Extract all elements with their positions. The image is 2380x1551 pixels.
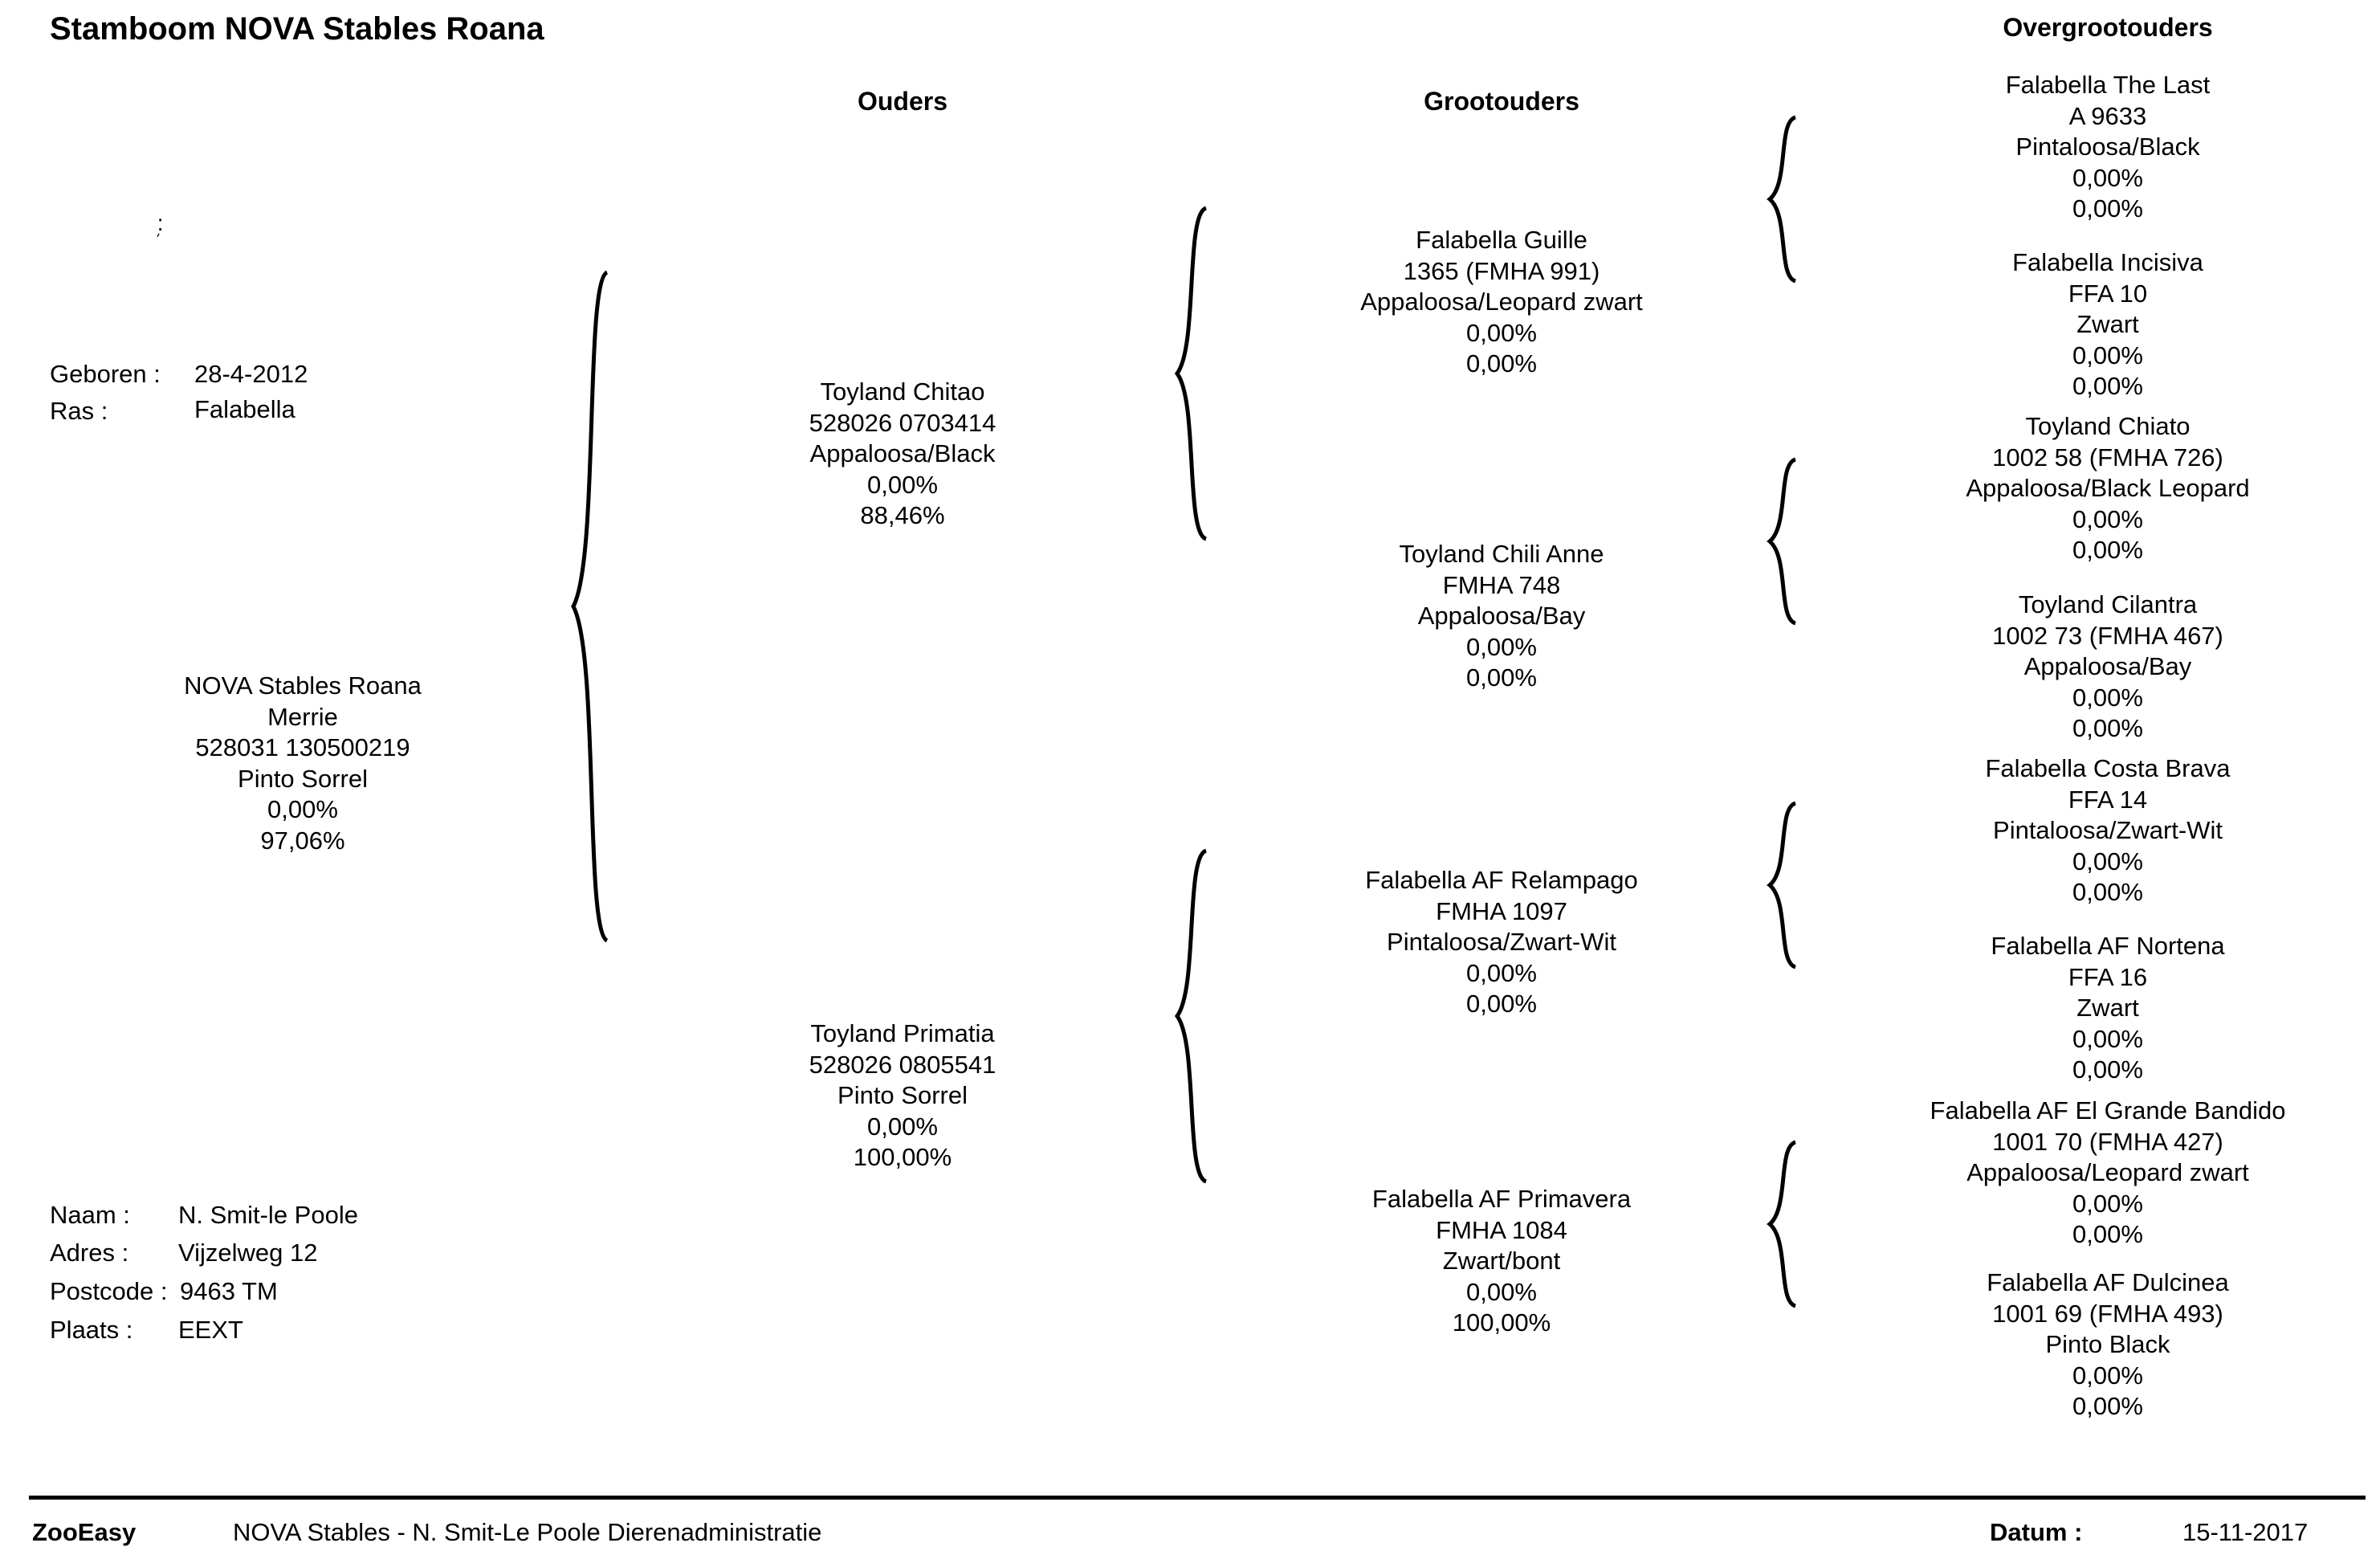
subject-animal (22, 671, 584, 856)
footer-brand: ZooEasy (32, 1518, 137, 1546)
grandparent-registration: 1365 (FMHA 991) (1403, 256, 1600, 285)
great-grandparent-8 (1827, 1267, 2380, 1422)
great-grandparent-5 (1827, 753, 2380, 908)
grandparent-percent-b: 0,00% (1466, 663, 1537, 692)
brace-gp2 (1767, 456, 1799, 627)
great-grandparent-percent-b: 0,00% (2072, 536, 2143, 564)
brace-sire (1174, 205, 1209, 542)
footer-date-label: Datum : (1990, 1518, 2083, 1546)
great-grandparent-percent-a: 0,00% (2072, 163, 2143, 192)
great-grandparent-name: Falabella AF Nortena (1991, 932, 2225, 960)
header-grootouders: Grootouders (1424, 87, 1579, 116)
parent-percent-b: 88,46% (860, 501, 945, 529)
grandparent-percent-a: 0,00% (1466, 632, 1537, 661)
grandparent-color: Appaloosa/Bay (1417, 602, 1586, 630)
parent-sire (621, 377, 1184, 532)
great-grandparent-registration: FFA 14 (2068, 785, 2148, 814)
header-overgrootouders: Overgrootouders (2003, 13, 2213, 42)
footer-date-value: 15-11-2017 (2182, 1518, 2309, 1546)
born-label: Geboren : (50, 360, 161, 388)
header-ouders: Ouders (857, 87, 948, 116)
brace-subject (570, 269, 610, 944)
parent-registration: 528026 0805541 (809, 1050, 996, 1079)
great-grandparent-6 (1827, 931, 2380, 1086)
grandparent-1 (1221, 225, 1783, 380)
great-grandparent-percent-b: 0,00% (2072, 714, 2143, 742)
subject-percent-a: 0,00% (267, 795, 338, 823)
born-value: 28-4-2012 (194, 360, 308, 388)
great-grandparent-percent-a: 0,00% (2072, 1361, 2143, 1390)
great-grandparent-percent-b: 0,00% (2072, 1220, 2143, 1248)
great-grandparent-percent-b: 0,00% (2072, 878, 2143, 906)
breed-value: Falabella (194, 395, 295, 423)
grandparent-color: Pintaloosa/Zwart-Wit (1387, 928, 1616, 956)
owner-name-value: N. Smit-le Poole (178, 1201, 358, 1229)
grandparent-percent-a: 0,00% (1466, 318, 1537, 347)
breed-label: Ras : (50, 397, 108, 425)
grandparent-2 (1221, 539, 1783, 694)
grandparent-name: Falabella AF Relampago (1365, 866, 1638, 894)
great-grandparent-3 (1827, 411, 2380, 566)
great-grandparent-percent-b: 0,00% (2072, 372, 2143, 400)
great-grandparent-registration: FFA 10 (2068, 279, 2148, 308)
grandparent-percent-b: 100,00% (1452, 1308, 1551, 1337)
great-grandparent-name: Toyland Cilantra (2018, 590, 2198, 618)
parent-color: Pinto Sorrel (837, 1081, 968, 1109)
owner-address-value: Vijzelweg 12 (178, 1239, 318, 1267)
great-grandparent-color: Zwart (2076, 310, 2139, 338)
great-grandparent-color: Appaloosa/Leopard zwart (1966, 1158, 2249, 1186)
great-grandparent-name: Falabella AF Dulcinea (1987, 1268, 2229, 1296)
great-grandparent-percent-b: 0,00% (2072, 1392, 2143, 1420)
great-grandparent-4 (1827, 590, 2380, 745)
great-grandparent-registration: 1001 69 (FMHA 493) (1992, 1299, 2223, 1328)
parent-percent-a: 0,00% (867, 1112, 938, 1141)
subject-percent-b: 97,06% (260, 826, 345, 855)
owner-postcode-label: Postcode : (50, 1277, 168, 1305)
grandparent-name: Toyland Chili Anne (1399, 540, 1604, 568)
great-grandparent-color: Pintaloosa/Zwart-Wit (1993, 816, 2223, 844)
great-grandparent-name: Toyland Chiato (2025, 412, 2190, 440)
great-grandparent-color: Appaloosa/Bay (2023, 652, 2192, 680)
parent-percent-a: 0,00% (867, 470, 938, 499)
brace-gp1 (1767, 114, 1799, 284)
parent-dam (621, 1018, 1184, 1173)
grandparent-percent-a: 0,00% (1466, 958, 1537, 987)
great-grandparent-percent-a: 0,00% (2072, 504, 2143, 533)
grandparent-registration: FMHA 1097 (1436, 896, 1567, 925)
grandparent-4 (1221, 1184, 1783, 1339)
footer-divider (29, 1496, 2366, 1500)
footer-description: NOVA Stables - N. Smit-Le Poole Dierenadministratie (233, 1518, 822, 1546)
great-grandparent-name: Falabella Incisiva (2012, 248, 2203, 276)
great-grandparent-color: Pinto Black (2045, 1330, 2170, 1358)
owner-city-label: Plaats : (50, 1316, 133, 1344)
great-grandparent-name: Falabella AF El Grande Bandido (1930, 1096, 2286, 1124)
great-grandparent-name: Falabella The Last (2005, 71, 2211, 99)
parent-name: Toyland Primatia (810, 1019, 995, 1047)
owner-name-label: Naam : (50, 1201, 130, 1229)
brace-dam (1174, 847, 1209, 1185)
great-grandparent-color: Zwart (2076, 994, 2139, 1022)
grandparent-percent-a: 0,00% (1466, 1277, 1537, 1306)
page-title: Stamboom NOVA Stables Roana (50, 11, 544, 47)
brace-gp3 (1767, 800, 1799, 970)
great-grandparent-color: Pintaloosa/Black (2015, 133, 2200, 161)
parent-percent-b: 100,00% (853, 1143, 952, 1171)
grandparent-color: Zwart/bont (1442, 1247, 1561, 1275)
great-grandparent-registration: 1002 58 (FMHA 726) (1992, 443, 2223, 471)
grandparent-color: Appaloosa/Leopard zwart (1360, 288, 1643, 316)
parent-color: Appaloosa/Black (809, 439, 996, 467)
subject-registration: 528031 130500219 (195, 733, 410, 761)
subject-sex: Merrie (267, 702, 338, 731)
brace-gp4 (1767, 1139, 1799, 1309)
grandparent-3 (1221, 865, 1783, 1020)
great-grandparent-percent-b: 0,00% (2072, 194, 2143, 222)
great-grandparent-percent-a: 0,00% (2072, 683, 2143, 712)
great-grandparent-2 (1827, 247, 2380, 402)
great-grandparent-percent-a: 0,00% (2072, 341, 2143, 369)
subject-color: Pinto Sorrel (238, 764, 368, 793)
owner-address-label: Adres : (50, 1239, 129, 1267)
great-grandparent-1 (1827, 70, 2380, 225)
great-grandparent-registration: 1002 73 (FMHA 467) (1992, 621, 2223, 650)
grandparent-registration: FMHA 748 (1442, 570, 1561, 599)
subject-name: NOVA Stables Roana (184, 671, 422, 700)
great-grandparent-percent-a: 0,00% (2072, 1189, 2143, 1218)
grandparent-registration: FMHA 1084 (1436, 1215, 1567, 1244)
great-grandparent-percent-a: 0,00% (2072, 847, 2143, 875)
glyph-mark: ܼ : (151, 210, 164, 235)
grandparent-percent-b: 0,00% (1466, 990, 1537, 1018)
grandparent-name: Falabella AF Primavera (1371, 1185, 1632, 1213)
great-grandparent-percent-a: 0,00% (2072, 1024, 2143, 1053)
great-grandparent-7 (1827, 1096, 2380, 1251)
great-grandparent-registration: A 9633 (2068, 101, 2147, 130)
parent-name: Toyland Chitao (820, 378, 985, 406)
owner-postcode-value: 9463 TM (180, 1277, 278, 1305)
grandparent-percent-b: 0,00% (1466, 349, 1537, 378)
great-grandparent-percent-b: 0,00% (2072, 1055, 2143, 1084)
great-grandparent-name: Falabella Costa Brava (1985, 754, 2231, 782)
parent-registration: 528026 0703414 (809, 408, 996, 437)
great-grandparent-registration: 1001 70 (FMHA 427) (1992, 1127, 2223, 1156)
great-grandparent-registration: FFA 16 (2068, 962, 2148, 991)
great-grandparent-color: Appaloosa/Black Leopard (1966, 474, 2250, 502)
grandparent-name: Falabella Guille (1416, 226, 1587, 254)
owner-city-value: EEXT (178, 1316, 243, 1344)
